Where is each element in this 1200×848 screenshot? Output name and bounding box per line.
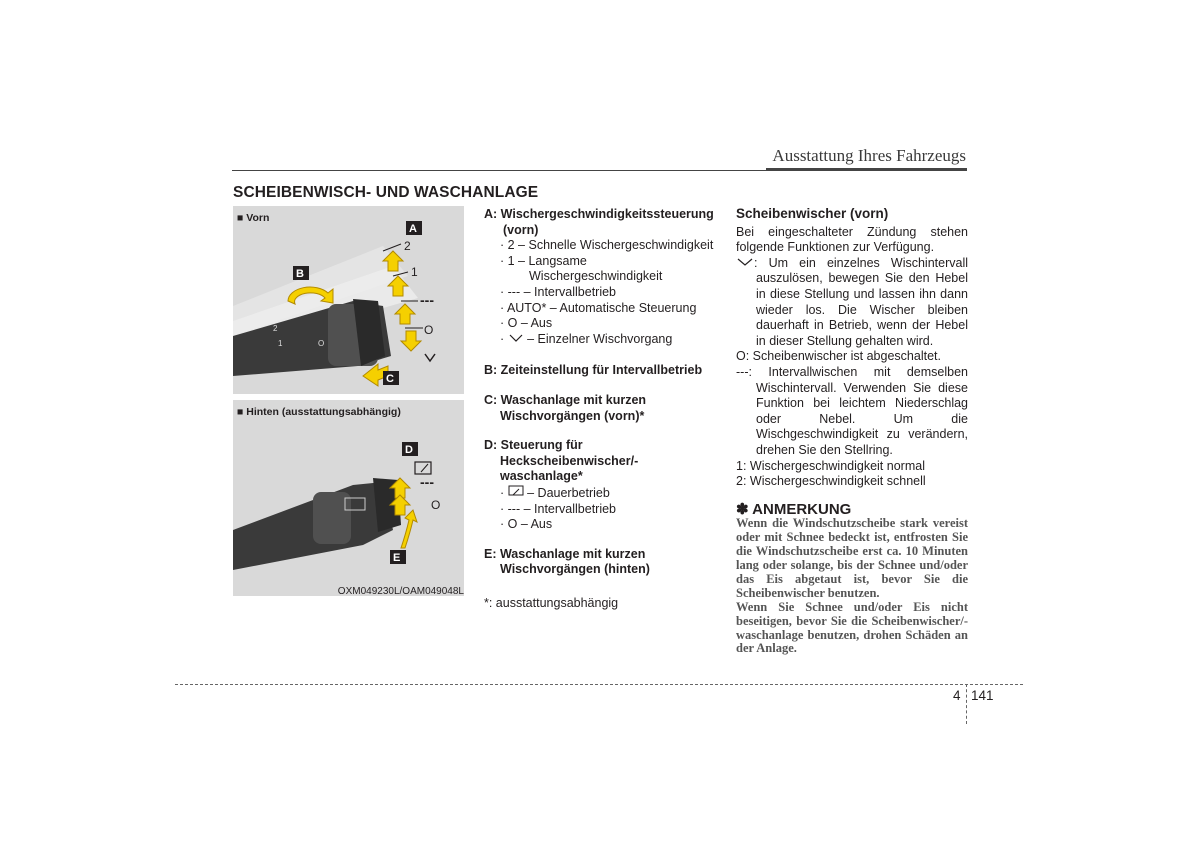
- rear-figure-label: ■ Hinten (ausstattungsabhängig): [237, 406, 401, 418]
- front-figure-label: ■ Vorn: [237, 212, 270, 224]
- front-figure-panel: [233, 206, 464, 394]
- front-wiper-title: Scheibenwischer (vorn): [736, 206, 889, 221]
- position-off-label: O: [424, 323, 434, 337]
- speed-1-description: 1: Wischergeschwindigkeit normal: [736, 458, 925, 473]
- chapter-number: 4: [953, 688, 961, 703]
- legend-column: [484, 207, 720, 611]
- position-2-label: 2: [404, 239, 411, 253]
- legend-c-heading: C: Waschanlage mit kurzen: [484, 392, 647, 407]
- svg-text:O: O: [318, 339, 325, 348]
- note-title: ✽ ANMERKUNG: [736, 500, 852, 518]
- footer-divider: [966, 684, 967, 724]
- legend-d-item: · O – Aus: [500, 517, 553, 532]
- legend-a-item-single-wipe: · – Einzelner Wischvorgang: [500, 331, 673, 346]
- legend-a-item: · AUTO* – Automatische Steuerung: [500, 300, 697, 315]
- footnote: *: ausstattungsabhängig: [484, 595, 619, 610]
- rear-stalk-illustration: [233, 400, 464, 596]
- svg-text:1: 1: [278, 339, 283, 348]
- figure-caption: OXM049230L/OAM049048L: [337, 586, 464, 597]
- legend-a-item: · 1 – Langsame: [500, 253, 587, 268]
- single-wipe-icon: [736, 257, 754, 267]
- position-interval-label: ---: [420, 292, 434, 308]
- rear-interval-label: ---: [420, 474, 434, 490]
- header-bar: [766, 168, 967, 171]
- position-1-label: 1: [411, 265, 418, 279]
- legend-a-heading: A: Wischergeschwindigkeitssteuerung: [484, 207, 714, 221]
- single-wipe-description: : Um ein einzelnes Wischintervall auszulösen, bewegen Sie den Hebel in diese Stellung und lassen ihn dann wieder los. Die Wischer bleiben dauerhaft in Betrieb, wenn der Hebel in dieser Stellung gehalten wird.: [736, 256, 968, 350]
- legend-a-heading-cont: (vorn): [503, 222, 539, 237]
- front-wiper-intro: Bei eingeschalteter Zündung stehen folgende Funktionen zur Verfügung.: [736, 224, 968, 255]
- legend-a-item-cont: Wischergeschwindigkeit: [529, 269, 663, 284]
- chapter-title: Ausstattung Ihres Fahrzeugs: [772, 146, 966, 165]
- legend-c-heading-cont: Wischvorgängen (vorn)*: [500, 408, 645, 423]
- speed-2-description: 2: Wischergeschwindigkeit schnell: [736, 474, 926, 489]
- legend-d-item: · --- – Intervallbetrieb: [500, 501, 617, 516]
- legend-d-heading-cont: Heckscheibenwischer/-: [500, 453, 639, 468]
- off-description: O: Scheibenwischer ist abgeschaltet.: [736, 349, 941, 364]
- note-paragraph: Wenn die Windschutzscheibe stark vereist oder mit Schnee bedeckt ist, entfrosten Sie die Windschutzscheibe erst ca. 10 Minuten lang oder solange, bis der Schnee und/oder das Eis abgetaut ist, bevor Sie die Scheibenwischer benutzen.: [736, 516, 968, 600]
- callout-d: D: [405, 444, 413, 456]
- legend-a-item: · 2 – Schnelle Wischergeschwindigkeit: [500, 238, 714, 253]
- callout-b: B: [296, 268, 304, 280]
- page-number: 141: [971, 688, 994, 703]
- callout-a: A: [409, 223, 417, 235]
- callout-e: E: [393, 552, 401, 564]
- svg-text:2: 2: [273, 324, 278, 333]
- legend-a-item: · O – Aus: [500, 316, 553, 331]
- legend-e-heading: E: Waschanlage mit kurzen: [484, 546, 646, 561]
- single-wipe-icon: [508, 333, 524, 343]
- interval-description: ---: Intervallwischen mit demselben Wischintervall. Verwenden Sie diese Funktion bei leichtem Niederschlag oder Nebel. Um die Wischgeschwindigkeit zu verändern, drehen Sie den Stellring.: [736, 364, 968, 457]
- note-paragraph: Wenn Sie Schnee und/oder Eis nicht beseitigen, bevor Sie die Scheibenwischer/-waschanlage benutzen, drohen Schäden an der Anlage.: [736, 599, 968, 656]
- rear-off-label: O: [431, 498, 441, 512]
- legend-b-heading: B: Zeiteinstellung für Intervallbetrieb: [484, 363, 703, 378]
- rear-wiper-icon: [508, 485, 524, 497]
- callout-c: C: [386, 373, 394, 385]
- legend-e-heading-cont: Wischvorgängen (hinten): [500, 562, 650, 577]
- legend-d-heading: D: Steuerung für: [484, 438, 583, 453]
- footer-rule: [175, 684, 1023, 685]
- legend-d-item-continuous: · – Dauerbetrieb: [500, 485, 610, 500]
- front-wiper-section: [736, 206, 968, 656]
- rear-figure-panel: [233, 400, 464, 596]
- legend-a-item: · --- – Intervallbetrieb: [500, 284, 617, 299]
- legend-d-heading-cont: waschanlage*: [500, 469, 583, 484]
- section-title: SCHEIBENWISCH- UND WASCHANLAGE: [233, 184, 539, 201]
